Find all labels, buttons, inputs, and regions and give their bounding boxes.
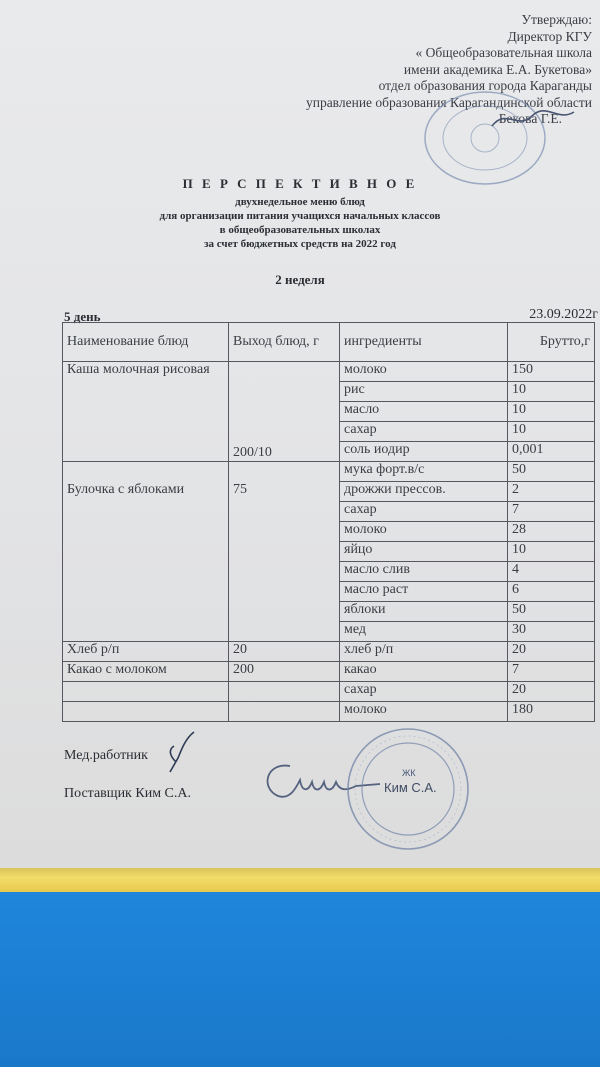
dish-name: Каша молочная рисовая xyxy=(63,362,229,462)
ingredient-name: масло раст xyxy=(340,582,508,602)
ingredient-gross: 50 xyxy=(508,462,595,482)
header-output: Выход блюд, г xyxy=(229,323,340,362)
dish-output: 20 xyxy=(229,642,340,662)
ingredient-name: какао xyxy=(340,662,508,682)
title-sub-line: за счет бюджетных средств на 2022 год xyxy=(204,238,396,250)
ingredient-name: молоко xyxy=(340,522,508,542)
ingredient-gross: 2 xyxy=(508,482,595,502)
ingredient-gross: 7 xyxy=(508,502,595,522)
approval-line: отдел образования города Караганды xyxy=(378,78,592,93)
ingredient-name: дрожжи прессов. xyxy=(340,482,508,502)
approval-line: « Общеобразовательная школа xyxy=(415,45,592,60)
ingredient-name: сахар xyxy=(340,682,508,702)
ingredient-gross: 150 xyxy=(508,362,595,382)
ingredient-gross: 20 xyxy=(508,682,595,702)
title-sub-line: в общеобразовательных школах xyxy=(219,224,381,236)
approval-line: управление образования Карагандинской области xyxy=(305,94,592,110)
header-gross: Брутто,г xyxy=(508,323,595,362)
ingredient-gross: 7 xyxy=(508,662,595,682)
background-surface xyxy=(0,892,600,1067)
table-row xyxy=(63,662,595,682)
dish-output: 200/10 xyxy=(229,362,340,462)
ingredient-name: соль иодир xyxy=(340,442,508,462)
ingredient-gross: 50 xyxy=(508,602,595,622)
approval-line: имени академика Е.А. Букетова» xyxy=(403,61,592,77)
medical-worker-label: Мед.работник xyxy=(64,748,148,763)
header-ingredients: ингредиенты xyxy=(340,323,508,362)
document-title xyxy=(0,176,600,251)
ingredient-gross: 4 xyxy=(508,562,595,582)
dish-name: Какао с молоком xyxy=(63,662,229,682)
empty-cell xyxy=(63,682,229,702)
ingredient-gross: 28 xyxy=(508,522,595,542)
medical-signature-icon xyxy=(160,728,200,778)
stamp-text: Ким С.А. xyxy=(384,780,437,795)
title-main: П Е Р С П Е К Т И В Н О Е xyxy=(182,176,418,191)
table-row xyxy=(63,702,595,722)
week-label: 2 неделя xyxy=(275,272,325,287)
table-row xyxy=(63,362,595,382)
supplier-label: Поставщик Ким С.А. xyxy=(64,786,191,801)
empty-cell xyxy=(229,682,340,702)
ingredient-gross: 0,001 xyxy=(508,442,595,462)
table-row xyxy=(63,642,595,662)
director-stamp-icon xyxy=(420,88,550,188)
empty-cell xyxy=(229,702,340,722)
ingredient-name: мед xyxy=(340,622,508,642)
date-label: 23.09.2022г xyxy=(529,307,598,322)
ingredient-gross: 10 xyxy=(508,382,595,402)
ingredient-gross: 30 xyxy=(508,622,595,642)
frame-edge xyxy=(0,868,600,892)
ingredient-gross: 10 xyxy=(508,422,595,442)
ingredient-name: масло xyxy=(340,402,508,422)
approval-line: Директор КГУ xyxy=(507,28,592,44)
ingredient-name: сахар xyxy=(340,502,508,522)
table-row xyxy=(63,682,595,702)
dish-output: 75 xyxy=(229,462,340,642)
director-signature-icon xyxy=(488,104,578,134)
menu-table xyxy=(62,322,595,722)
ingredient-name: молоко xyxy=(340,362,508,382)
ingredient-name: яйцо xyxy=(340,542,508,562)
stamp-prefix: ЖК xyxy=(402,768,416,778)
ingredient-name: сахар xyxy=(340,422,508,442)
ingredient-gross: 6 xyxy=(508,582,595,602)
dish-name: Хлеб р/п xyxy=(63,642,229,662)
approval-line: Бекова Г.Е. xyxy=(498,111,562,126)
ingredient-name: масло слив xyxy=(340,562,508,582)
ingredient-name: яблоки xyxy=(340,602,508,622)
ingredient-name: рис xyxy=(340,382,508,402)
title-sub-line: двухнедельное меню блюд xyxy=(235,196,365,208)
dish-output: 200 xyxy=(229,662,340,682)
header-dish-name: Наименование блюд xyxy=(63,323,229,362)
approval-line: Утверждаю: xyxy=(521,12,592,27)
empty-cell xyxy=(63,702,229,722)
ingredient-name: молоко xyxy=(340,702,508,722)
table-header-row xyxy=(63,323,595,362)
ingredient-gross: 10 xyxy=(508,402,595,422)
dish-name: Булочка с яблоками xyxy=(63,462,229,642)
ingredient-name: мука форт.в/с xyxy=(340,462,508,482)
ingredient-gross: 10 xyxy=(508,542,595,562)
table-row xyxy=(63,462,595,482)
ingredient-gross: 180 xyxy=(508,702,595,722)
day-label: 5 день xyxy=(64,309,101,324)
ingredient-name: хлеб р/п xyxy=(340,642,508,662)
ingredient-gross: 20 xyxy=(508,642,595,662)
title-sub-line: для организации питания учащихся начальных классов xyxy=(159,210,441,222)
